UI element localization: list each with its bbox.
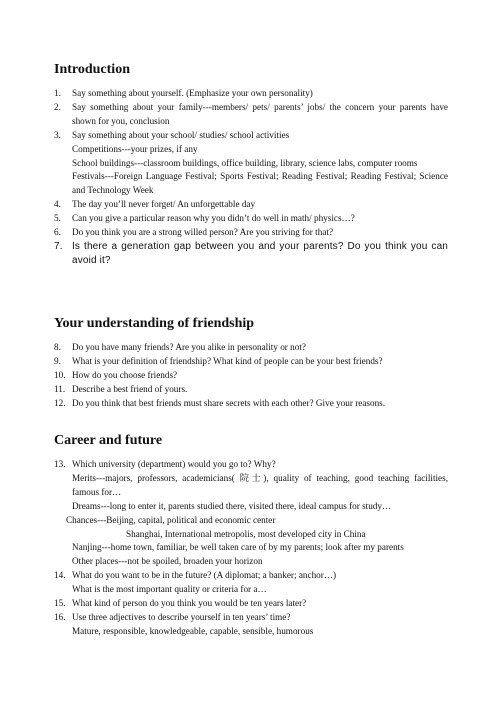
introduction-list <box>54 87 448 268</box>
item-number: 15. <box>54 598 66 609</box>
item-text: Do you have many friends? Are you alike in personality or not? <box>72 342 306 352</box>
item-text: What kind of person do you think you would be ten years later? <box>72 598 307 609</box>
item-number: 3. <box>54 129 61 140</box>
career-list <box>54 458 448 639</box>
list-item <box>54 226 448 240</box>
list-item <box>54 198 448 212</box>
list-item <box>54 611 448 639</box>
section-title-friendship: Your understanding of friendship <box>54 316 255 331</box>
sub-line: Shanghai, International metropolis, most developed city in China <box>126 528 366 539</box>
item-text: Say something about your school/ studies/ school activities <box>72 129 290 140</box>
item-text: Is there a generation gap between you and your parents? Do you think you can avoid it? <box>72 240 448 266</box>
list-item <box>54 569 448 597</box>
sub-line: Dreams---long to enter it, parents studied there, visited there, ideal campus for study… <box>72 500 392 511</box>
list-item <box>54 212 448 226</box>
section-title-introduction: Introduction <box>54 62 130 77</box>
sub-line: Competitions---your prizes, if any <box>72 143 198 154</box>
sub-line: Other places---not be spoiled, broaden your horizon <box>72 556 263 567</box>
item-text: Do you think you are a strong willed person? Are you striving for that? <box>72 227 334 238</box>
sub-line: Mature, responsible, knowledgeable, capable, sensible, humorous <box>72 625 314 636</box>
item-number: 14. <box>54 570 66 581</box>
sub-line: Festivals---Foreign Language Festival; Sports Festival; Reading Festival; Reading Festival; Science and Technology Week <box>72 171 448 196</box>
list-item <box>54 341 448 355</box>
list-item <box>54 383 448 397</box>
item-number: 6. <box>54 227 61 238</box>
friendship-list <box>54 341 448 411</box>
item-number: 7. <box>54 240 63 252</box>
item-text: Can you give a particular reason why you didn’t do well in math/ physics…? <box>72 213 355 224</box>
item-text: How do you choose friends? <box>72 369 178 380</box>
item-number: 5. <box>54 213 61 224</box>
item-text: Which university (department) would you go to? Why? <box>72 459 276 469</box>
list-item <box>54 87 448 101</box>
item-number: 9. <box>54 355 61 366</box>
item-text: Describe a best friend of yours. <box>72 383 188 394</box>
list-item <box>54 240 448 268</box>
item-number: 10. <box>54 369 66 380</box>
sub-line: What is the most important quality or criteria for a… <box>72 584 267 595</box>
item-number: 11. <box>54 383 66 394</box>
item-text: The day you’ll never forget/ An unforgettable day <box>72 199 256 210</box>
list-item <box>54 397 448 411</box>
item-text: Use three adjectives to describe yourself in ten years’ time? <box>72 611 291 622</box>
item-number: 16. <box>54 611 66 622</box>
list-item <box>54 129 448 199</box>
list-item <box>54 101 448 129</box>
item-number: 8. <box>54 342 61 352</box>
item-number: 12. <box>54 397 66 408</box>
sub-line: Merits---majors, professors, academicians( 院士), quality of teaching, good teaching facilities, famous for… <box>72 472 448 497</box>
sub-line: School buildings---classroom buildings, office building, library, science labs, computer rooms <box>72 157 418 168</box>
item-text: Say something about your family---members/ pets/ parents’ jobs/ the concern your parents have shown for you, conclusion <box>72 101 448 126</box>
list-item <box>54 369 448 383</box>
list-item <box>54 355 448 369</box>
item-text: Say something about yourself. (Emphasize your own personality) <box>72 88 313 98</box>
item-text: Do you think that best friends must share secrets with each other? Give your reasons. <box>72 397 386 408</box>
item-number: 1. <box>54 88 61 98</box>
section-title-career: Career and future <box>54 433 163 448</box>
item-number: 2. <box>54 101 61 112</box>
sub-line: Nanjing---home town, familiar, be well taken care of by my parents; look after my parents <box>72 542 404 553</box>
list-item <box>54 458 448 569</box>
list-item <box>54 597 448 611</box>
item-text: What do you want to be in the future? (A diplomat; a banker; anchor…) <box>72 570 337 581</box>
item-number: 13. <box>54 459 66 469</box>
item-number: 4. <box>54 199 61 210</box>
item-text: What is your definition of friendship? What kind of people can be your best friends? <box>72 355 383 366</box>
sub-line: Chances---Beijing, capital, political and economic center <box>66 514 276 525</box>
